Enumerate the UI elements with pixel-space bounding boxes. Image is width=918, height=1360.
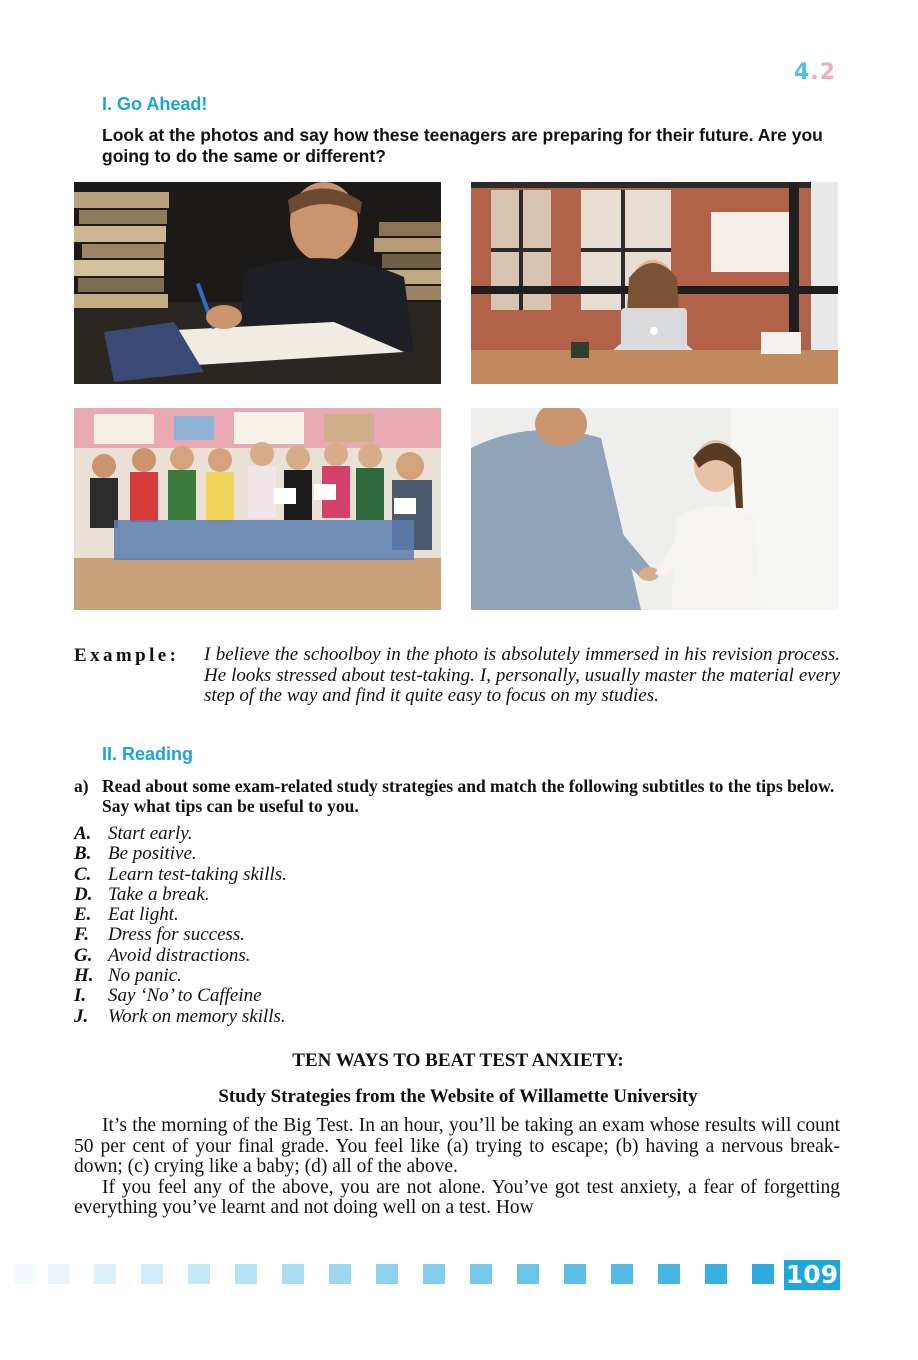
footer-square: [517, 1264, 539, 1284]
list-item: [74, 966, 287, 986]
list-text: Be positive.: [108, 843, 197, 865]
footer-square: [282, 1264, 304, 1284]
list-text: No panic.: [108, 965, 182, 987]
boy-studying-with-books-photo: [74, 182, 441, 384]
list-letter: H.: [74, 965, 94, 987]
list-text: Eat light.: [108, 904, 179, 926]
list-letter: A.: [74, 823, 92, 844]
list-text: Work on memory skills.: [108, 1005, 286, 1027]
list-letter: C.: [74, 863, 92, 885]
list-item: [74, 905, 287, 925]
list-text: Learn test-taking skills.: [108, 863, 287, 885]
footer-square: [94, 1264, 116, 1284]
article-subtitle: Study Strategies from the Website of Willamette University: [218, 1086, 698, 1107]
footer-square: [705, 1264, 727, 1284]
list-letter: I.: [74, 985, 87, 1007]
list-text: Start early.: [108, 823, 193, 844]
footer-square: [752, 1264, 774, 1284]
footer-square: [141, 1264, 163, 1284]
list-text: Avoid distractions.: [108, 944, 251, 966]
list-letter: B.: [74, 843, 92, 865]
article-title: TEN WAYS TO BEAT TEST ANXIETY:: [292, 1050, 624, 1071]
article-paragraph-1: It’s the morning of the Big Test. In an hour, you’ll be taking an exam whose results will count 50 per cent of your final grade. You feel like (a) trying to escape; (b) having a nervous break-down; (c) crying like a baby; (d) all of the above.: [74, 1115, 840, 1177]
list-letter: E.: [74, 904, 92, 926]
list-letter: F.: [74, 924, 89, 946]
list-text: Take a break.: [108, 883, 210, 905]
list-letter: J.: [74, 1005, 89, 1027]
section-heading-go-ahead: I. Go Ahead!: [102, 94, 208, 114]
list-item: [74, 885, 287, 905]
example-label: Example:: [74, 645, 180, 666]
footer-square: [329, 1264, 351, 1284]
list-item: [74, 986, 287, 1006]
list-text: Say ‘No’ to Caffeine: [108, 985, 262, 1007]
footer-square: [611, 1264, 633, 1284]
example-text: I believe the schoolboy in the photo is absolutely immersed in his revision process. He looks stressed about test-taking. I, personally, usually master the material every step of the way and find it quite easy to focus on my studies.: [204, 644, 840, 706]
article-body: [74, 1116, 840, 1219]
footer-square: [423, 1264, 445, 1284]
section-heading-reading: II. Reading: [102, 744, 194, 764]
page-number: 109: [785, 1260, 839, 1289]
list-item: [74, 925, 287, 945]
list-item: [74, 946, 287, 966]
footer-square: [235, 1264, 257, 1284]
students-in-classroom-photo: [74, 408, 441, 610]
list-item: [74, 824, 287, 844]
reading-task: [74, 776, 842, 816]
article-paragraph-2: If you feel any of the above, you are not alone. You’ve got test anxiety, a fear of forgetting everything you’ve learnt and not doing well on a test. How: [74, 1176, 840, 1218]
unit-sub: .2: [810, 60, 836, 85]
task-label: a): [74, 776, 89, 796]
footer-square: [564, 1264, 586, 1284]
footer-square: [14, 1264, 36, 1284]
footer-square: [658, 1264, 680, 1284]
footer-square: [376, 1264, 398, 1284]
footer-square: [188, 1264, 210, 1284]
footer-square: [470, 1264, 492, 1284]
list-item: [74, 865, 287, 885]
list-text: Dress for success.: [108, 924, 246, 946]
unit-number: [794, 60, 836, 85]
task-text: Read about some exam-related study strategies and match the following subtitles to the tips below. Say what tips can be useful to you.: [102, 776, 835, 816]
list-item: [74, 1007, 287, 1027]
section-instruction: Look at the photos and say how these teenagers are preparing for their future. Are you going to do the same or different?: [102, 125, 823, 166]
interview-handshake-photo: [471, 408, 838, 610]
unit-main: 4: [794, 60, 811, 85]
footer-square: [48, 1264, 70, 1284]
list-item: [74, 844, 287, 864]
list-letter: G.: [74, 944, 93, 966]
list-letter: D.: [74, 883, 93, 905]
subtitles-list: [74, 824, 287, 1027]
girl-with-laptop-photo: [471, 182, 838, 384]
